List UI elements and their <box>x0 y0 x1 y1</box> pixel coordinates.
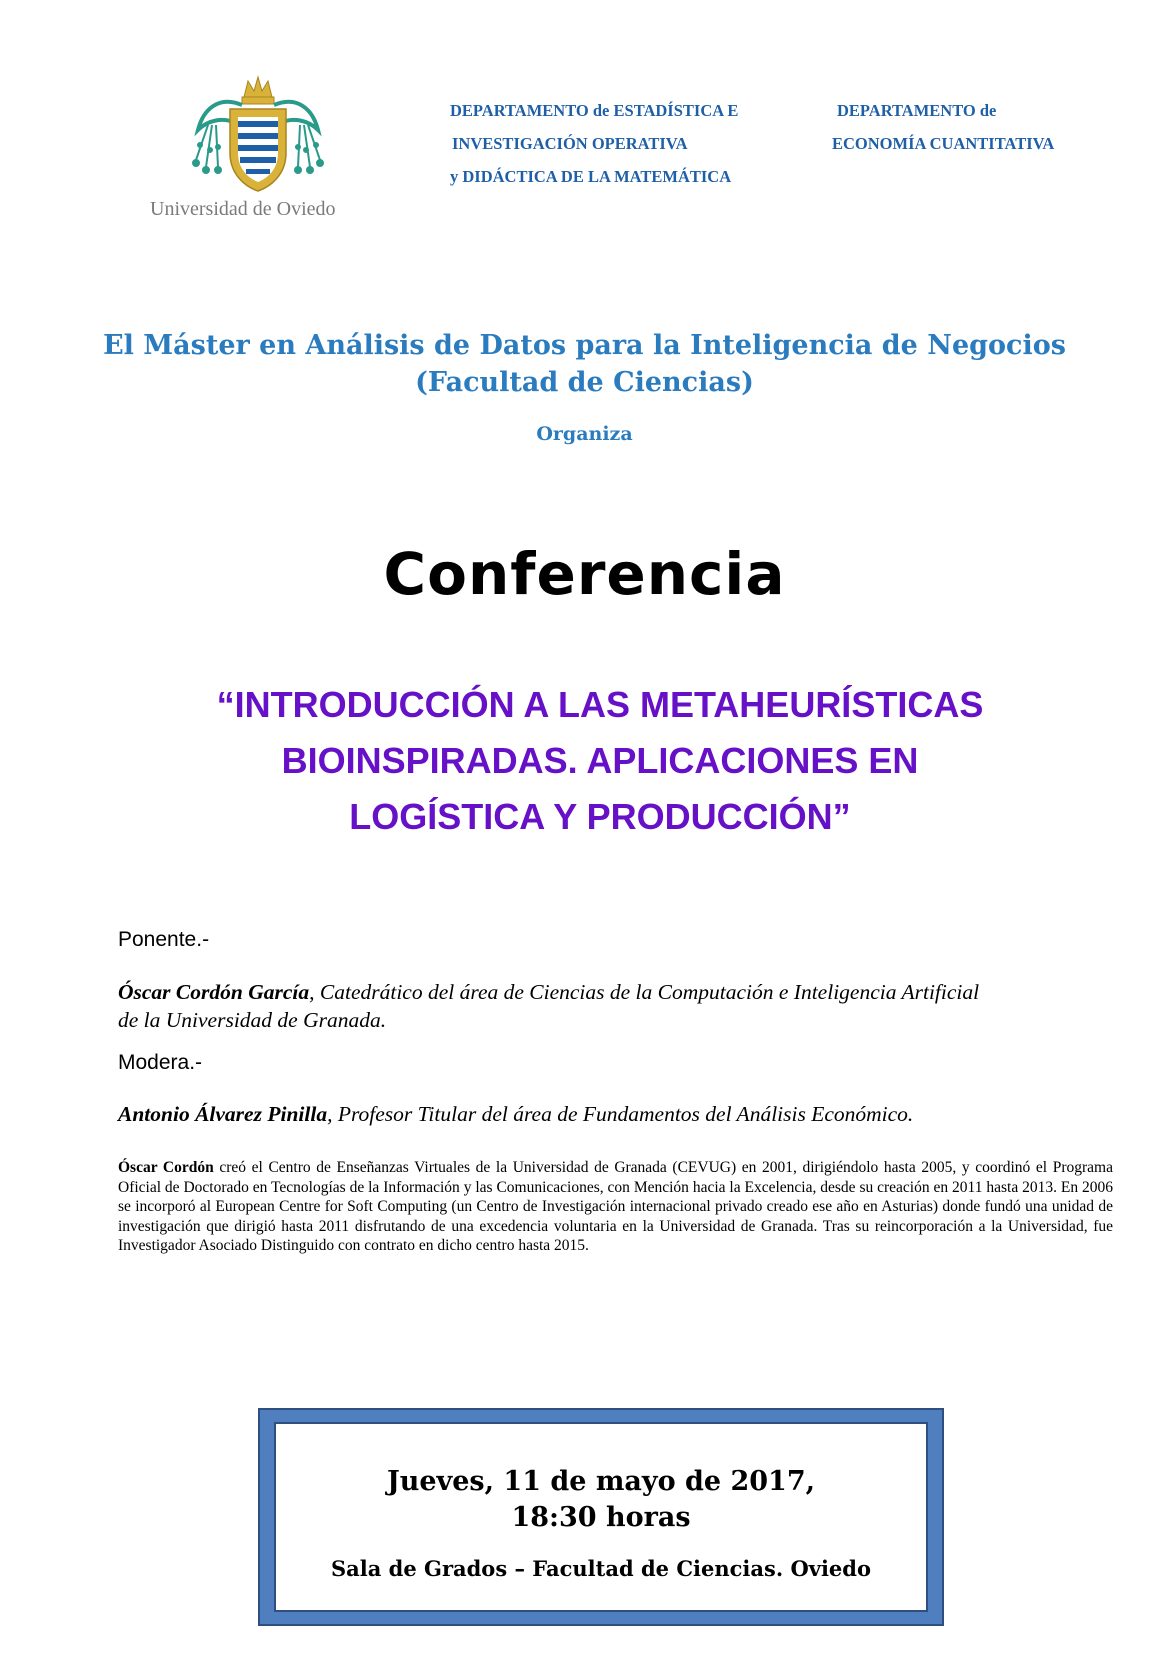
event-datetime <box>276 1464 926 1536</box>
event-date: Jueves, 11 de mayo de 2017, <box>386 1466 816 1497</box>
department-left-line: INVESTIGACIÓN OPERATIVA <box>452 134 688 153</box>
event-box <box>258 1408 944 1626</box>
talk-title-line: “INTRODUCCIÓN A LAS METAHEURÍSTICAS <box>216 684 984 725</box>
speaker-label: Ponente.- <box>118 928 210 951</box>
department-left <box>450 94 738 193</box>
event-place: Sala de Grados – Facultad de Ciencias. Oviedo <box>331 1556 871 1581</box>
moderator-desc: , Profesor Titular del área de Fundamentos del Análisis Económico. <box>327 1102 914 1126</box>
organiza-label: Organiza <box>536 423 633 445</box>
organizer-title <box>0 327 1169 401</box>
department-left-line: DEPARTAMENTO de ESTADÍSTICA E <box>450 101 739 120</box>
university-logo <box>150 75 370 225</box>
department-right-line: ECONOMÍA CUANTITATIVA <box>832 134 1055 153</box>
department-right <box>832 94 1054 160</box>
department-right-line: DEPARTAMENTO de <box>837 101 997 120</box>
speaker-bio <box>118 1158 1113 1256</box>
speaker-desc: de la Universidad de Granada. <box>118 1008 387 1032</box>
bio-name: Óscar Cordón <box>118 1159 214 1176</box>
speaker-name: Óscar Cordón García <box>118 980 310 1004</box>
logo-caption: Universidad de Oviedo <box>150 198 336 220</box>
page-title: Conferencia <box>383 540 786 608</box>
organizer-line: El Máster en Análisis de Datos para la Inteligencia de Negocios <box>103 330 1066 361</box>
speaker-desc: , Catedrático del área de Ciencias de la Computación e Inteligencia Artificial <box>309 980 980 1004</box>
university-coat-of-arms-icon <box>178 75 338 195</box>
talk-title-line: BIOINSPIRADAS. APLICACIONES EN <box>281 740 919 781</box>
moderator-info <box>118 1100 1113 1128</box>
bio-text: creó el Centro de Enseñanzas Virtuales de la Universidad de Granada (CEVUG) en 2001, dirigiéndolo hasta 2005, y coordinó el Programa Oficial de Doctorado en Tecnologías de la Información y las Comunicaciones, con Mención hacia la Excelencia, desde su creación en 2011 hasta 2013. En 2006 se incorporó al European Centre for Soft Computing (un Centro de Investigación internacional privado creado ese año en Asturias) donde fundó una unidad de investigación que dirigió hasta 2011 disfrutando de una excedencia voluntaria en la Universidad de Granada. Tras su reincorporación a la Universidad, fue Investigador Asociado Distinguido con contrato en dicho centro hasta 2015. <box>118 1159 1113 1254</box>
talk-title <box>120 677 1080 845</box>
speaker-info <box>118 978 1113 1034</box>
moderator-label: Modera.- <box>118 1051 203 1074</box>
talk-title-line: LOGÍSTICA Y PRODUCCIÓN” <box>349 796 851 837</box>
event-time: 18:30 horas <box>511 1502 691 1533</box>
organizer-line: (Facultad de Ciencias) <box>415 367 754 398</box>
moderator-name: Antonio Álvarez Pinilla <box>118 1102 328 1126</box>
department-left-line: y DIDÁCTICA DE LA MATEMÁTICA <box>450 167 732 186</box>
event-box-inner <box>274 1422 928 1612</box>
